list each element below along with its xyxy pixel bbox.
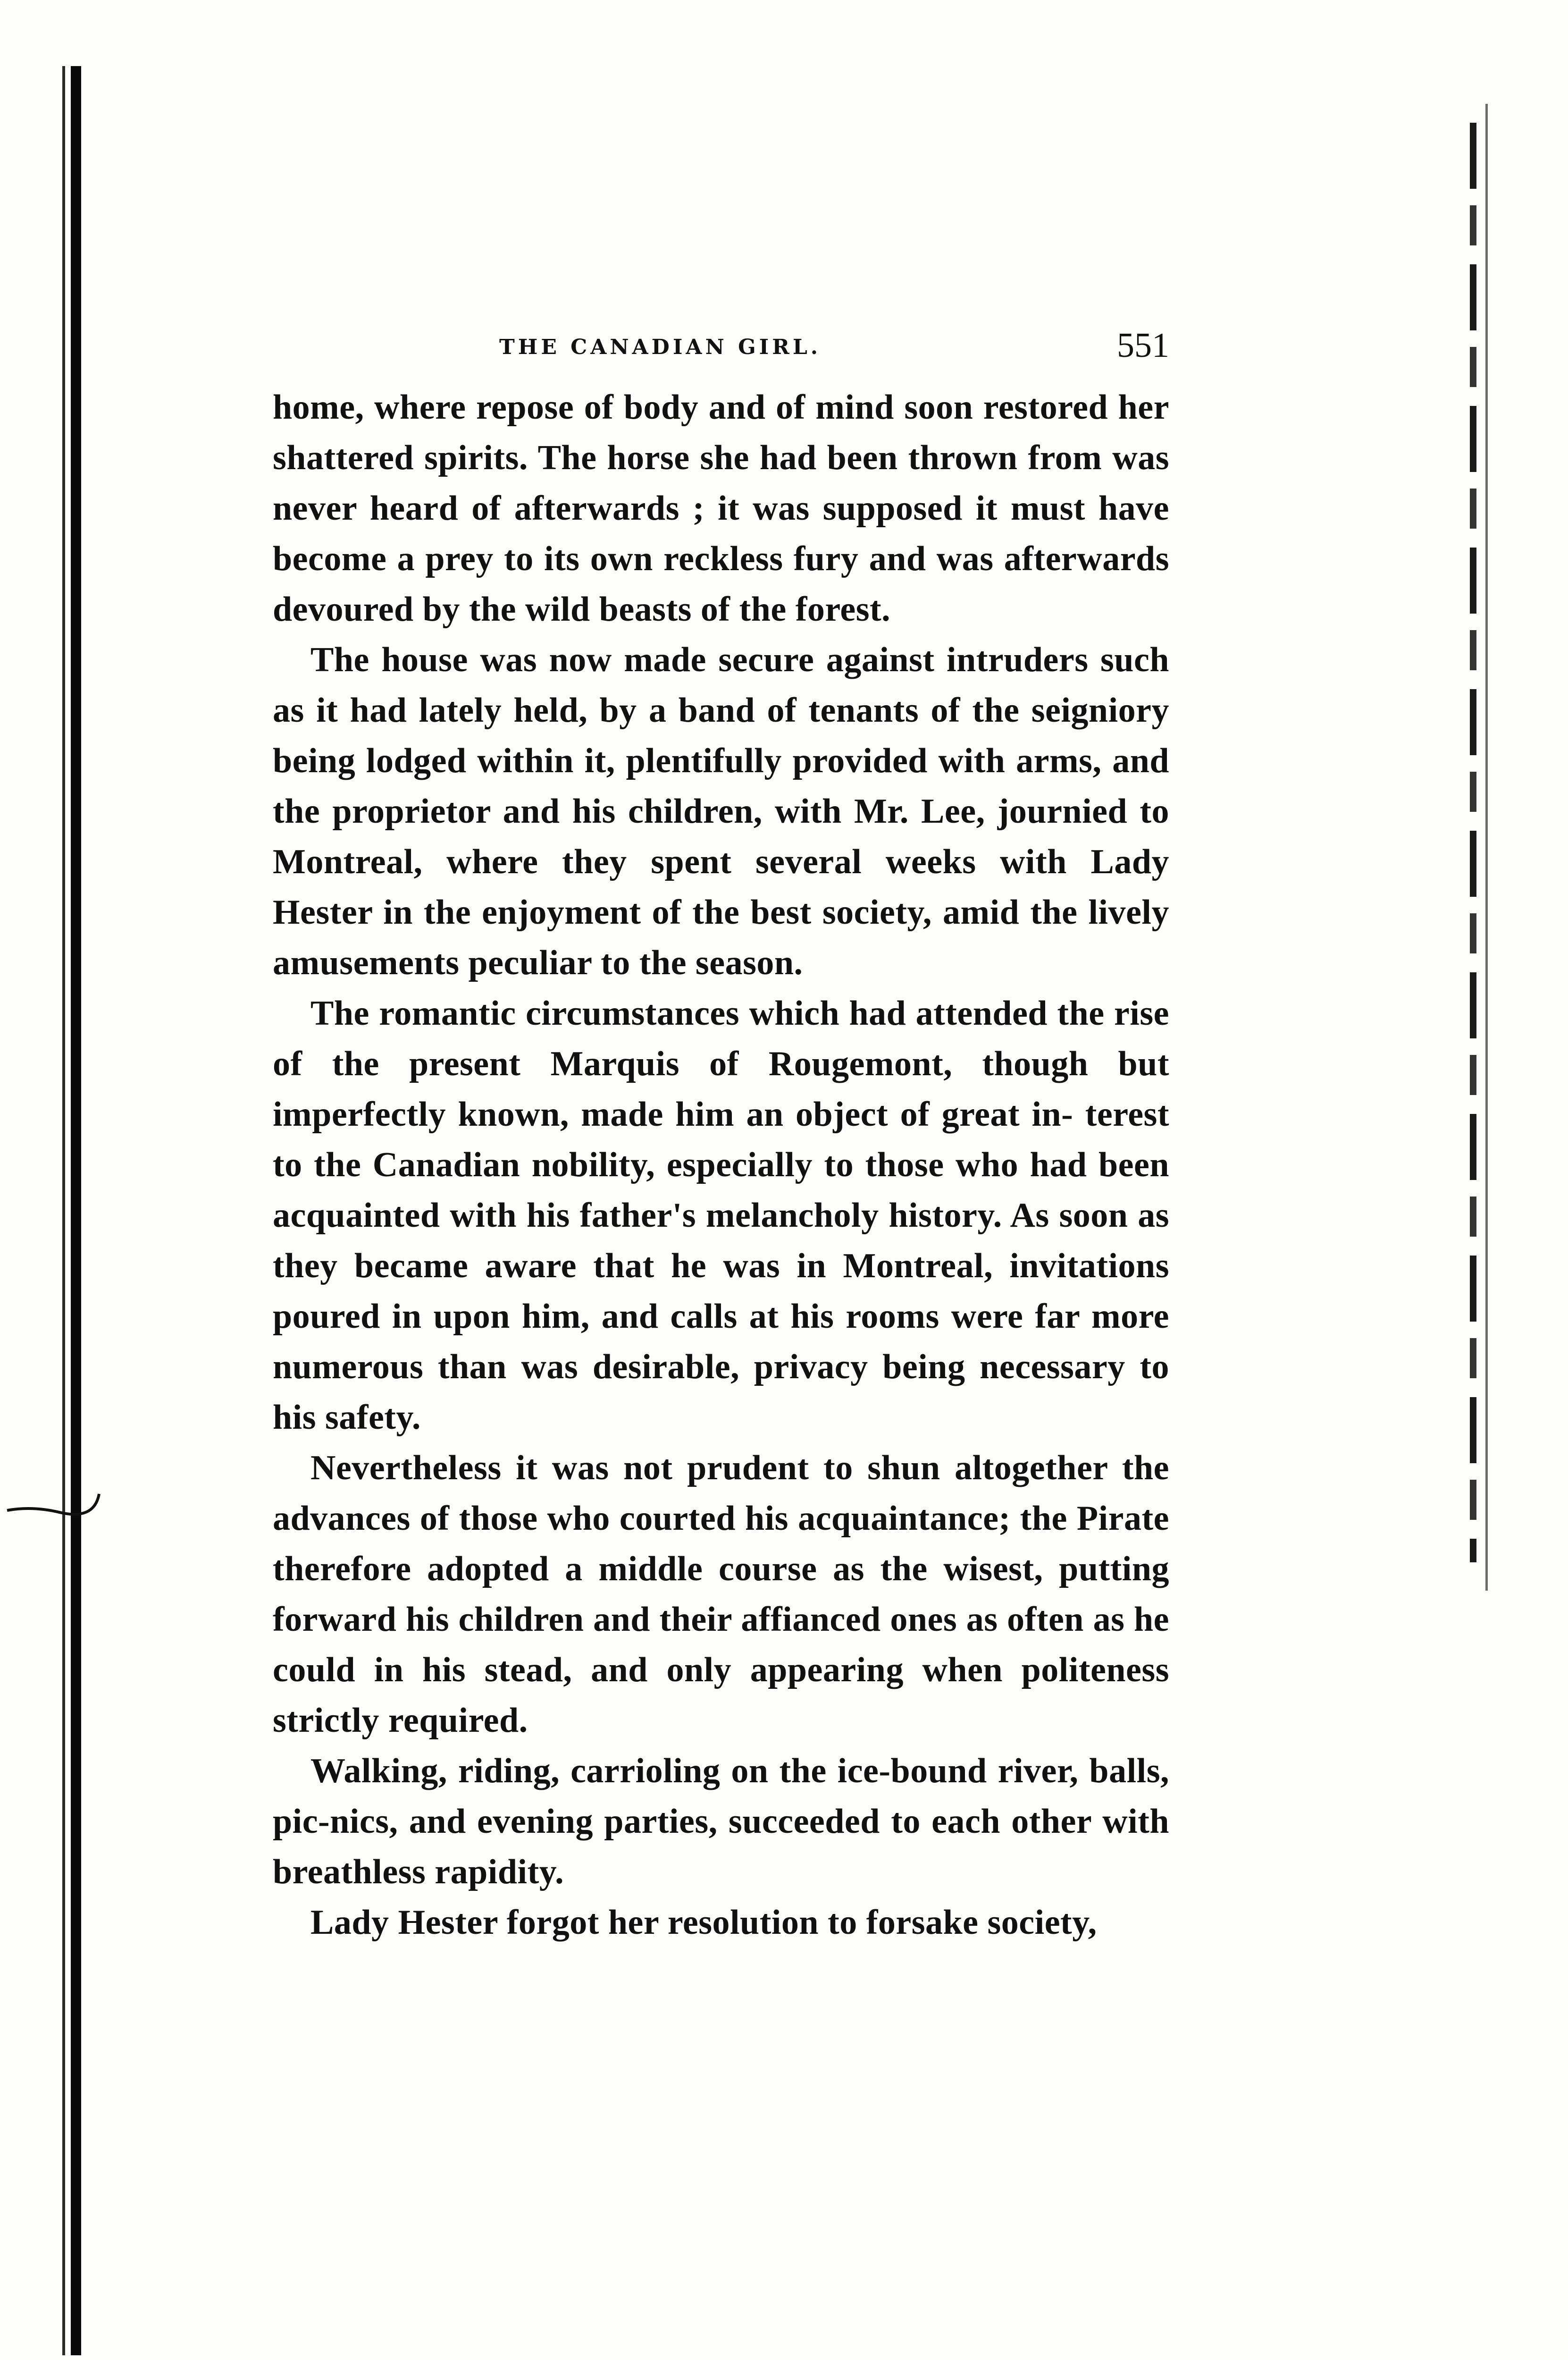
margin-curl-mark (5, 1492, 104, 1525)
page-number: 551 (1117, 326, 1169, 365)
paragraph: Lady Hester forgot her resolution to forsake society, (310, 1903, 1097, 1942)
right-edge-line (1485, 104, 1488, 1591)
binding-edge (71, 66, 81, 2355)
paragraph: The romantic circumstances which had attended the rise of the present Marquis of Rougemont, though but imperfectly known, made him an object of great in- terest to the Canadian nobility, especially to those who had been acquainted with his father's melancholy history. As soon as they became aware that he was in Montreal, invitations poured in upon him, and calls at his rooms were far more numerous than was desirable, privacy being necessary to his safety. (273, 994, 1169, 1437)
page-text (273, 326, 1169, 1948)
paragraph: home, where repose of body and of mind soon restored her shattered spirits. The horse she had been thrown from was never heard of afterwards ; it was supposed it must have become a prey to its own reckless fury and was afterwards devoured by the wild beasts of the forest. (273, 388, 1169, 629)
paragraph: The house was now made secure against intruders such as it had lately held, by a band of tenants of the seigniory being lodged within it, plentifully provided with arms, and the proprietor and his children, with Mr. Lee, journied to Montreal, where they spent several weeks with Lady Hester in the enjoyment of the best society, amid the lively amusements peculiar to the season. (273, 641, 1169, 982)
binding-edge-shadow (62, 66, 65, 2355)
paragraph: Nevertheless it was not prudent to shun altogether the advances of those who courted his acquaintance; the Pirate therefore adopted a middle course as the wisest, putting forward his children and their affianced ones as often as he could in his stead, and only appearing when politeness strictly required. (273, 1449, 1169, 1740)
paragraph: Walking, riding, carrioling on the ice-bound river, balls, pic-nics, and evening parties, succeeded to each other with breathless rapidity. (273, 1752, 1169, 1891)
running-head (273, 326, 1169, 382)
right-edge-artifact (1470, 123, 1476, 1562)
running-title: THE CANADIAN GIRL. (499, 335, 822, 359)
